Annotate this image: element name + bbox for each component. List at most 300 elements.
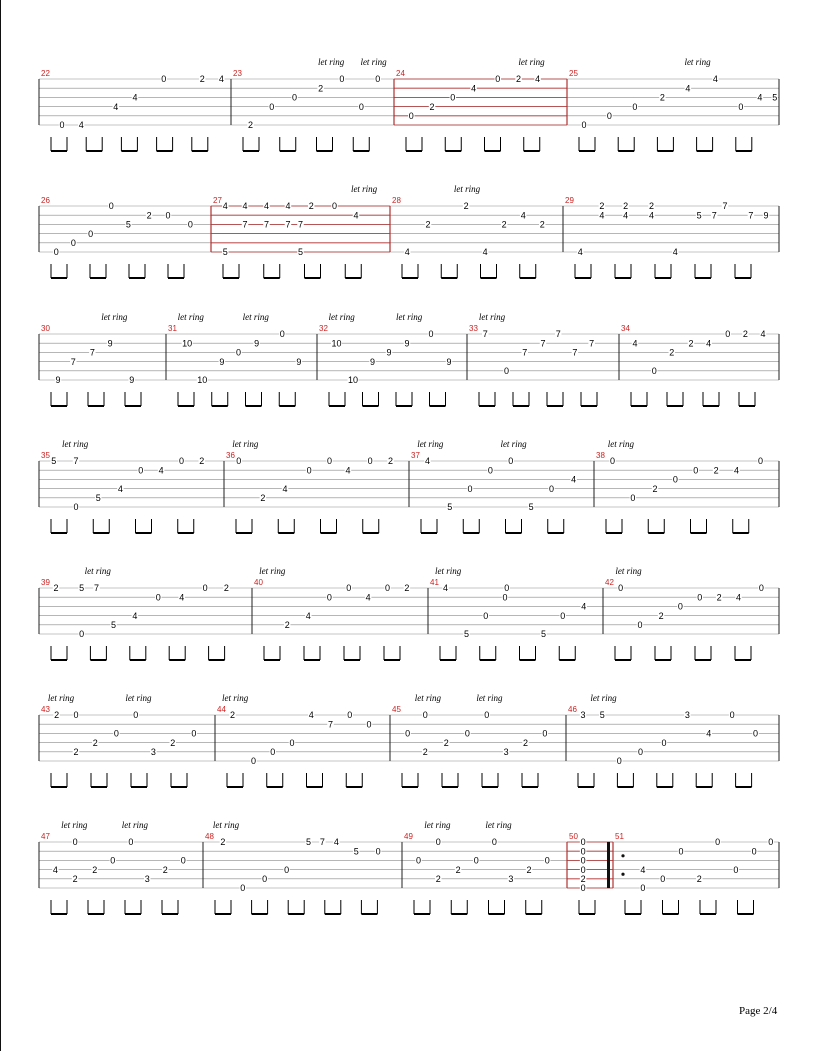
fret-number: 0	[250, 756, 257, 767]
fret-number: 7	[748, 210, 754, 221]
fret-number: 0	[638, 747, 644, 757]
fret-number: 2	[422, 747, 428, 757]
fret-number: 0	[110, 855, 116, 866]
measure-number: 31	[168, 324, 177, 333]
fret-number: 5	[353, 846, 359, 857]
let-ring-label: let ring	[350, 184, 378, 194]
fret-number: 0	[191, 728, 197, 739]
fret-number: 0	[495, 74, 501, 85]
fret-number: 4	[520, 210, 526, 221]
fret-number: 0	[279, 329, 285, 340]
fret-number: 0	[133, 710, 139, 721]
fret-number: 0	[697, 592, 703, 603]
fret-number: 0	[464, 728, 470, 739]
fret-number: 4	[632, 338, 638, 349]
measure-number: 44	[217, 705, 226, 714]
measure-number: 39	[41, 578, 50, 587]
let-ring-label: let ring	[318, 57, 345, 67]
fret-number: 4	[685, 83, 691, 94]
measure-number: 43	[41, 705, 50, 714]
tab-system	[39, 566, 779, 660]
fret-number: 5	[222, 247, 228, 258]
fret-number: 5	[297, 247, 304, 258]
fret-number: 0	[483, 610, 489, 621]
page-number: Page 2/4	[739, 1005, 778, 1017]
fret-number: 9	[369, 356, 376, 367]
let-ring-label: let ring	[61, 820, 88, 830]
fret-number: 2	[652, 483, 658, 494]
fret-number: 5	[305, 837, 311, 848]
fret-number: 7	[73, 456, 79, 467]
let-ring-label: let ring	[360, 57, 387, 67]
fret-number: 2	[501, 219, 507, 230]
let-ring-label: let ring	[232, 439, 259, 449]
fret-number: 0	[108, 201, 114, 212]
fret-number: 0	[609, 456, 616, 467]
fret-number: 2	[669, 347, 675, 358]
fret-number: 7	[540, 338, 546, 349]
measure-number: 48	[205, 832, 214, 841]
let-ring-label: let ring	[424, 820, 451, 830]
measure-number: 51	[615, 832, 624, 841]
let-ring-label: let ring	[328, 312, 355, 322]
fret-number: 0	[729, 710, 735, 721]
fret-number: 5	[696, 210, 702, 221]
fret-number: 4	[640, 864, 646, 875]
measure-number: 33	[469, 324, 478, 333]
fret-number: 4	[282, 483, 288, 494]
fret-number: 4	[712, 74, 718, 85]
fret-number: 0	[630, 493, 636, 503]
fret-number: 0	[637, 620, 643, 630]
fret-number: 2	[696, 874, 702, 884]
fret-number: 2	[92, 737, 98, 748]
measure-number: 23	[233, 69, 242, 78]
fret-number: 4	[263, 201, 269, 212]
fret-number: 0	[375, 846, 381, 857]
fret-number: 10	[331, 338, 342, 349]
fret-number: 0	[161, 74, 167, 85]
measure-number: 40	[254, 578, 263, 587]
let-ring-label: let ring	[485, 820, 512, 830]
fret-number: 7	[70, 356, 76, 367]
fret-number: 2	[688, 338, 694, 349]
fret-number: 2	[623, 201, 629, 212]
fret-number: 0	[678, 846, 684, 857]
final-bar	[607, 842, 610, 888]
fret-number: 0	[580, 846, 586, 857]
fret-number: 2	[199, 456, 205, 467]
fret-number: 4	[706, 338, 712, 349]
let-ring-label: let ring	[518, 57, 545, 67]
fret-number: 0	[715, 837, 721, 848]
fret-number: 0	[738, 101, 744, 112]
fret-number: 2	[73, 747, 79, 757]
fret-number: 2	[284, 620, 290, 630]
let-ring-label: let ring	[212, 820, 240, 830]
fret-number: 0	[560, 610, 566, 621]
let-ring-label: let ring	[453, 184, 481, 194]
fret-number: 4	[333, 837, 339, 848]
fret-number: 3	[503, 747, 509, 757]
fret-number: 0	[768, 837, 774, 848]
fret-number: 4	[757, 92, 763, 103]
fret-number: 0	[79, 629, 85, 640]
fret-number: 9	[55, 375, 61, 386]
fret-number: 2	[523, 737, 529, 748]
fret-number: 2	[659, 92, 665, 103]
fret-number: 0	[292, 92, 298, 103]
fret-number: 2	[387, 456, 394, 467]
fret-number: 2	[248, 120, 254, 131]
fret-number: 2	[435, 874, 441, 884]
fret-number: 5	[540, 629, 547, 640]
fret-number: 0	[487, 465, 493, 476]
fret-number: 0	[332, 201, 338, 212]
fret-number: 4	[623, 210, 629, 221]
fret-number: 2	[526, 864, 532, 875]
measure-number: 41	[430, 578, 439, 587]
fret-number: 2	[658, 610, 664, 621]
measure-number: 37	[411, 451, 420, 460]
measure-number: 27	[213, 196, 222, 205]
fret-number: 0	[187, 219, 193, 230]
fret-number: 2	[308, 201, 314, 212]
fret-number: 7	[327, 719, 334, 730]
fret-number: 0	[346, 583, 352, 594]
fret-number: 0	[435, 837, 441, 848]
fret-number: 2	[429, 101, 435, 112]
let-ring-label: let ring	[500, 439, 527, 449]
fret-number: 0	[672, 474, 678, 485]
tab-system	[39, 693, 779, 787]
fret-number: 7	[297, 219, 304, 230]
fret-number: 9	[296, 356, 302, 367]
fret-number: 0	[733, 864, 739, 875]
fret-number: 7	[285, 219, 291, 230]
measure-number: 45	[392, 705, 401, 714]
fret-number: 0	[581, 120, 587, 131]
measure-number: 30	[41, 324, 50, 333]
fret-number: 2	[580, 874, 586, 884]
measure-number: 47	[41, 832, 50, 841]
fret-number: 0	[385, 583, 391, 594]
fret-number: 4	[404, 247, 410, 258]
fret-number: 0	[59, 120, 65, 131]
fret-number: 4	[113, 101, 119, 112]
fret-number: 0	[548, 483, 554, 494]
fret-number: 4	[599, 210, 605, 221]
fret-number: 4	[424, 456, 431, 467]
fret-number: 5	[51, 456, 57, 467]
fret-number: 4	[736, 592, 742, 603]
let-ring-label: let ring	[125, 693, 152, 703]
fret-number: 9	[763, 210, 769, 221]
fret-number: 0	[269, 101, 275, 112]
measure-number: 28	[392, 196, 401, 205]
fret-number: 0	[53, 247, 59, 258]
fret-number: 0	[473, 855, 479, 866]
let-ring-label: let ring	[615, 566, 642, 576]
fret-number: 0	[693, 465, 699, 476]
fret-number: 4	[535, 74, 541, 85]
fret-number: 2	[425, 219, 431, 230]
fret-number: 4	[442, 583, 449, 594]
fret-number: 3	[508, 874, 514, 884]
repeat-dot	[621, 873, 624, 876]
fret-number: 4	[242, 201, 248, 212]
fret-number: 0	[580, 837, 586, 848]
fret-number: 2	[539, 219, 545, 230]
fret-number: 0	[236, 456, 242, 467]
let-ring-label: let ring	[607, 439, 634, 449]
fret-number: 7	[482, 329, 488, 340]
fret-number: 0	[347, 710, 353, 721]
fret-number: 2	[463, 201, 469, 212]
fret-number: 7	[89, 347, 95, 358]
fret-number: 0	[677, 601, 683, 612]
fret-number: 4	[132, 92, 138, 103]
fret-number: 2	[146, 210, 152, 221]
fret-number: 0	[422, 710, 428, 721]
fret-number: 0	[504, 583, 510, 594]
fret-number: 0	[289, 737, 295, 748]
measure-number: 22	[41, 69, 50, 78]
fret-number: 0	[484, 710, 490, 721]
fret-number: 4	[581, 601, 587, 612]
let-ring-label: let ring	[396, 312, 423, 322]
fret-number: 0	[367, 456, 373, 467]
fret-number: 0	[616, 756, 622, 767]
fret-number: 0	[326, 592, 332, 603]
fret-number: 0	[358, 101, 364, 112]
fret-number: 2	[170, 737, 176, 748]
fret-number: 7	[319, 837, 325, 848]
fret-number: 7	[555, 329, 561, 340]
fret-number: 2	[649, 201, 655, 212]
fret-number: 0	[284, 864, 290, 875]
fret-number: 0	[640, 883, 646, 894]
fret-number: 3	[144, 874, 150, 884]
fret-number: 0	[366, 719, 372, 730]
fret-number: 2	[92, 864, 98, 875]
fret-number: 2	[54, 710, 60, 721]
fret-number: 0	[508, 456, 514, 467]
fret-number: 4	[706, 728, 712, 739]
fret-number: 2	[260, 493, 266, 503]
fret-number: 9	[129, 375, 135, 386]
fret-number: 4	[305, 610, 311, 621]
measure-number: 46	[568, 705, 577, 714]
fret-number: 2	[716, 592, 722, 603]
fret-number: 4	[365, 592, 371, 603]
measure-number: 42	[605, 578, 614, 587]
fret-number: 4	[218, 74, 224, 85]
fret-number: 0	[155, 592, 161, 603]
fret-number: 5	[95, 493, 101, 503]
fret-number: 7	[722, 201, 728, 212]
fret-number: 4	[179, 592, 185, 603]
fret-number: 0	[262, 874, 268, 884]
measure-number: 36	[226, 451, 235, 460]
fret-number: 0	[491, 837, 497, 848]
fret-number: 4	[577, 247, 583, 258]
measure-number: 38	[596, 451, 605, 460]
fret-number: 0	[757, 456, 764, 467]
fret-number: 4	[471, 83, 477, 94]
fret-number: 0	[165, 210, 171, 221]
fret-number: 0	[270, 747, 276, 757]
let-ring-label: let ring	[478, 312, 506, 322]
fret-number: 0	[618, 583, 624, 594]
fret-number: 5	[125, 219, 131, 230]
fret-number: 4	[117, 483, 123, 494]
fret-number: 0	[580, 855, 586, 866]
measure-number: 35	[41, 451, 50, 460]
fret-number: 5	[528, 502, 534, 513]
fret-number: 4	[672, 247, 678, 258]
fret-number: 0	[113, 728, 119, 739]
let-ring-label: let ring	[121, 820, 149, 830]
fret-number: 2	[72, 874, 78, 884]
fret-number: 5	[463, 629, 470, 640]
fret-number: 0	[753, 728, 759, 739]
fret-number: 4	[733, 465, 739, 476]
fret-number: 2	[455, 864, 461, 875]
fret-number: 2	[220, 837, 226, 848]
fret-number: 2	[742, 329, 748, 340]
fret-number: 0	[606, 111, 612, 121]
fret-number: 2	[599, 201, 605, 212]
tab-system	[39, 820, 779, 914]
fret-number: 9	[107, 338, 113, 349]
let-ring-label: let ring	[222, 693, 249, 703]
fret-number: 0	[138, 465, 144, 476]
let-ring-label: let ring	[414, 693, 441, 703]
fret-number: 10	[197, 375, 208, 386]
fret-number: 0	[339, 74, 345, 85]
fret-number: 4	[52, 864, 58, 875]
fret-number: 0	[450, 92, 456, 103]
fret-number: 0	[178, 456, 184, 467]
fret-number: 0	[580, 883, 586, 894]
fret-number: 2	[404, 583, 410, 594]
fret-number: 7	[589, 338, 595, 349]
measure-number: 32	[319, 324, 328, 333]
fret-number: 7	[263, 219, 269, 230]
fret-number: 7	[711, 210, 717, 221]
fret-number: 4	[649, 210, 655, 221]
fret-number: 5	[111, 620, 117, 630]
let-ring-label: let ring	[47, 693, 75, 703]
let-ring-label: let ring	[684, 57, 711, 67]
fret-number: 0	[73, 710, 79, 721]
fret-number: 9	[254, 338, 260, 349]
fret-number: 0	[235, 347, 241, 358]
fret-number: 10	[347, 375, 359, 386]
measure-number: 49	[404, 832, 413, 841]
fret-number: 0	[73, 502, 79, 513]
fret-number: 2	[713, 465, 719, 476]
measure-number: 29	[565, 196, 574, 205]
tab-system	[39, 312, 779, 406]
fret-number: 0	[306, 465, 312, 476]
fret-number: 2	[53, 583, 59, 594]
fret-number: 4	[132, 610, 138, 621]
fret-number: 0	[128, 837, 134, 848]
fret-number: 4	[158, 465, 164, 476]
fret-number: 4	[285, 201, 291, 212]
fret-number: 0	[751, 846, 757, 857]
fret-number: 5	[772, 92, 778, 103]
fret-number: 3	[580, 710, 586, 721]
fret-number: 0	[428, 329, 434, 340]
fret-number: 0	[580, 864, 586, 875]
fret-number: 0	[415, 855, 422, 866]
fret-number: 0	[72, 837, 78, 848]
fret-number: 4	[78, 120, 84, 131]
fret-number: 2	[199, 74, 205, 85]
fret-number: 5	[447, 502, 453, 513]
fret-number: 4	[308, 710, 314, 721]
fret-number: 2	[223, 583, 229, 594]
fret-number: 4	[222, 201, 228, 212]
fret-number: 0	[180, 855, 186, 866]
fret-number: 2	[229, 710, 236, 721]
fret-number: 9	[446, 356, 452, 367]
fret-number: 0	[758, 583, 764, 594]
fret-number: 9	[219, 356, 225, 367]
let-ring-label: let ring	[417, 439, 444, 449]
measure-number: 34	[621, 324, 630, 333]
fret-number: 5	[599, 710, 605, 721]
fret-number: 0	[661, 737, 667, 748]
fret-number: 0	[660, 874, 666, 884]
let-ring-label: let ring	[62, 439, 89, 449]
fret-number: 2	[443, 737, 449, 748]
measure-number: 24	[396, 69, 405, 78]
fret-number: 0	[240, 883, 246, 894]
tab-system	[39, 57, 779, 151]
fret-number: 4	[571, 474, 577, 485]
tablature-sheet	[1, 0, 813, 1051]
fret-number: 0	[502, 592, 508, 603]
fret-number: 0	[326, 456, 332, 467]
let-ring-label: let ring	[84, 566, 111, 576]
fret-number: 4	[482, 247, 488, 258]
measure-number: 26	[41, 196, 50, 205]
fret-number: 3	[684, 710, 690, 721]
fret-number: 9	[386, 347, 392, 358]
fret-number: 0	[408, 111, 414, 121]
fret-number: 7	[522, 347, 528, 358]
let-ring-label: let ring	[590, 693, 617, 703]
fret-number: 7	[242, 219, 248, 230]
fret-number: 0	[405, 728, 411, 739]
fret-number: 9	[404, 338, 410, 349]
let-ring-label: let ring	[259, 566, 286, 576]
fret-number: 0	[70, 238, 76, 248]
fret-number: 0	[725, 329, 731, 340]
let-ring-label: let ring	[476, 693, 503, 703]
tab-system	[39, 184, 779, 278]
fret-number: 4	[353, 210, 359, 221]
fret-number: 0	[651, 366, 657, 376]
fret-number: 7	[572, 347, 578, 358]
let-ring-label: let ring	[242, 312, 269, 322]
fret-number: 0	[544, 855, 550, 866]
fret-number: 5	[79, 583, 85, 594]
